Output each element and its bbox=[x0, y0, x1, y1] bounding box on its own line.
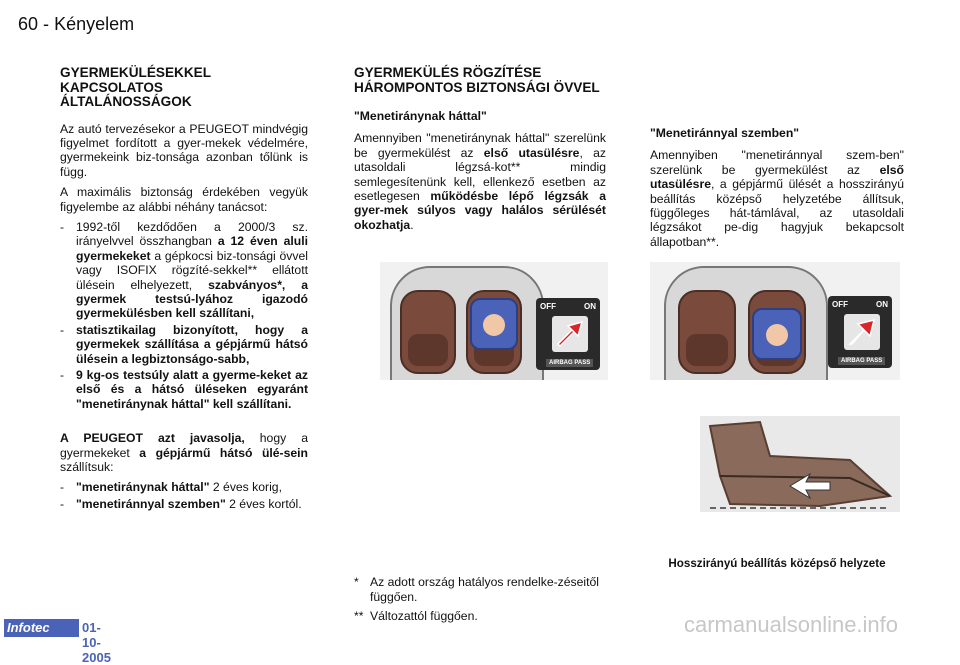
forward-facing-paragraph: Amennyiben "menetiránnyal szem-ben" szerelünk be gyermekülést az első utasülésre, a gépjármű ülését a hosszirányú beállítás középső helyzetébe állítsuk, függőleges hát-támlával, az utasoldali légzsákot pe-dig hagyjuk bekapcsolt állapotban**. bbox=[650, 148, 904, 249]
arrow-icon bbox=[844, 314, 880, 350]
seat-side-view bbox=[700, 416, 900, 512]
left-heading: GYERMEKÜLÉSEKKEL KAPCSOLATOS ÁLTALÁNOSSÁGOK bbox=[60, 65, 211, 109]
right-column bbox=[650, 126, 904, 255]
arrow-icon bbox=[552, 316, 588, 352]
page-header bbox=[18, 14, 134, 35]
child-figure bbox=[766, 324, 788, 346]
footnote: * Az adott ország hatályos rendelke-zéseitől függően. bbox=[354, 575, 599, 604]
child-figure bbox=[483, 314, 505, 336]
middle-heading: GYERMEKÜLÉS RÖGZÍTÉSE HÁROMPONTOS BIZTONSÁGI ÖVVEL bbox=[354, 65, 600, 95]
footer-date: 01-10-2005 bbox=[82, 620, 111, 665]
airbag-pass-label: AIRBAG PASS bbox=[546, 359, 593, 367]
figure-caption: Hosszirányú beállítás középső helyzete bbox=[668, 557, 886, 570]
rear-facing-illustration bbox=[380, 262, 608, 380]
airbag-pass-label: AIRBAG PASS bbox=[838, 357, 885, 365]
intro-paragraph: Az autó tervezésekor a PEUGEOT mindvégig figyelmet fordított a gyer-mekek védelmére, gyermekeink biz-tonsága azonban tőlünk is függ. bbox=[60, 121, 308, 179]
airbag-switch-panel bbox=[828, 296, 892, 368]
rear-facing-paragraph: Amennyiben "menetiránynak háttal" szerelünk be gyermekülést az első utasülésre, az utasoldali légzsá-kot** mindig semlegesítenünk kell, ellenkező esetben az esetlegesen működésbe lépő légzsák a gyer-mek súlyos vagy halálos sérülését okozhatja. bbox=[354, 131, 606, 232]
footnotes bbox=[354, 575, 614, 624]
recommendation-list bbox=[60, 480, 308, 511]
driver-seat bbox=[400, 290, 456, 374]
driver-seat bbox=[678, 290, 736, 374]
middle-column bbox=[354, 66, 606, 238]
header-separator: - bbox=[43, 14, 50, 34]
rear-facing-child-seat bbox=[470, 298, 518, 350]
forward-facing-illustration bbox=[650, 262, 900, 380]
rear-facing-subheading: "Menetiránynak háttal" bbox=[354, 109, 487, 123]
forward-facing-subheading: "Menetiránnyal szemben" bbox=[650, 126, 800, 140]
left-column bbox=[60, 66, 308, 517]
recommendation-item: - "menetiránnyal szemben" 2 éves kortól. bbox=[60, 497, 308, 511]
advice-list bbox=[60, 220, 308, 411]
page-title: Kényelem bbox=[54, 14, 135, 34]
recommendation-item: - "menetiránynak háttal" 2 éves korig, bbox=[60, 480, 308, 494]
airbag-off-label: OFF bbox=[540, 302, 556, 311]
recommendation-paragraph: A PEUGEOT azt javasolja, hogy a gyermekeket a gépjármű hátsó ülé-sein szállítsuk: bbox=[60, 431, 308, 475]
airbag-on-label: ON bbox=[584, 302, 596, 311]
seat-rail-illustration bbox=[700, 416, 900, 512]
advice-item: - statisztikailag bizonyított, hogy a gyermekek szállítása a gépjármű hátsó ülésein a legbiztonságo-sabb, bbox=[60, 323, 308, 366]
airbag-switch-panel bbox=[536, 298, 600, 370]
forward-facing-child-seat bbox=[752, 308, 802, 360]
footnote: ** Változattól függően. bbox=[354, 609, 478, 623]
infotec-logo: Infotec bbox=[4, 619, 79, 637]
advice-paragraph: A maximális biztonság érdekében vegyük figyelembe az alábbi néhány tanácsot: bbox=[60, 185, 308, 214]
airbag-on-label: ON bbox=[876, 300, 888, 309]
advice-item: - 9 kg-os testsúly alatt a gyerme-keket az első és a hátsó üléseken egyaránt "menetiránynak háttal" kell szállítani. bbox=[60, 368, 308, 411]
airbag-off-label: OFF bbox=[832, 300, 848, 309]
watermark: carmanualsonline.info bbox=[684, 612, 899, 637]
page-number: 60 bbox=[18, 14, 39, 34]
advice-item: - 1992-től kezdődően a 2000/3 sz. irányelvvel összhangban a 12 éven aluli gyermekeket a gépkocsi biz-tonsági övvel vagy ISOFIX rögzíté-sekkel** ellátott ülésein elhelyezett, szabványos*, a gyermek testsú-lyához igazodó gyermekülésben kell szállítani, bbox=[60, 220, 308, 321]
